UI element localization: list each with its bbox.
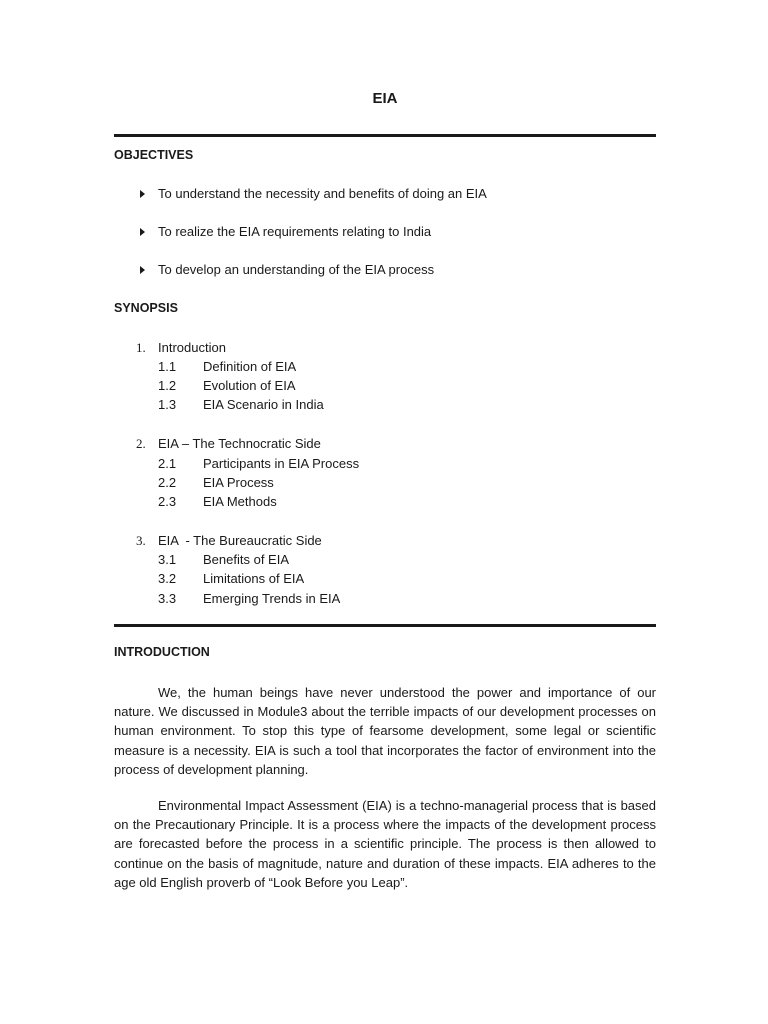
introduction-paragraph: We, the human beings have never understood the power and importance of our nature. We discussed in Module3 about the terrible impacts of our development processes on human environment. To stop this type of fearsome development, some legal or scientific measure is a necessity. EIA is such a tool that incorporates the factor of environment into the process of development planning.	[114, 685, 656, 777]
subsection-number: 3.2	[158, 571, 177, 586]
synopsis-subsection	[158, 571, 304, 586]
subsection-number: 3.1	[158, 552, 177, 567]
objectives-heading: OBJECTIVES	[114, 148, 194, 162]
synopsis-subsection	[158, 552, 289, 567]
synopsis-subsection	[158, 359, 296, 374]
horizontal-rule-middle	[114, 624, 656, 627]
synopsis-subsection	[158, 494, 277, 509]
synopsis-section	[136, 340, 226, 356]
subsection-label: Benefits of EIA	[203, 552, 289, 567]
subsection-number: 1.2	[158, 378, 177, 393]
synopsis-section	[136, 436, 321, 452]
subsection-number: 2.2	[158, 475, 177, 490]
synopsis-subsection	[158, 378, 296, 393]
bullet-arrow-icon	[140, 190, 145, 198]
objective-text: To understand the necessity and benefits of doing an EIA	[158, 186, 487, 201]
introduction-heading: INTRODUCTION	[114, 645, 210, 659]
objective-item	[140, 186, 487, 201]
synopsis-section	[136, 533, 322, 549]
synopsis-heading: SYNOPSIS	[114, 301, 178, 315]
section-label: EIA – The Technocratic Side	[158, 436, 321, 451]
synopsis-subsection	[158, 397, 324, 412]
subsection-number: 1.3	[158, 397, 177, 412]
section-number: 2.	[136, 436, 146, 451]
objective-text: To develop an understanding of the EIA process	[158, 262, 435, 277]
subsection-label: Limitations of EIA	[203, 571, 305, 586]
objective-text: To realize the EIA requirements relating to India	[158, 224, 432, 239]
synopsis-subsection	[158, 456, 359, 471]
section-number: 1.	[136, 340, 146, 355]
subsection-label: EIA Methods	[203, 494, 277, 509]
subsection-label: Definition of EIA	[203, 359, 297, 374]
subsection-label: EIA Process	[203, 475, 274, 490]
section-number: 3.	[136, 533, 146, 548]
subsection-number: 1.1	[158, 359, 177, 374]
objective-item	[140, 224, 431, 239]
subsection-number: 2.3	[158, 494, 177, 509]
page-title: EIA	[372, 90, 398, 107]
subsection-number: 3.3	[158, 591, 177, 606]
section-label: EIA - The Bureaucratic Side	[158, 533, 322, 548]
subsection-label: Evolution of EIA	[203, 378, 296, 393]
subsection-label: EIA Scenario in India	[203, 397, 324, 412]
horizontal-rule-top	[114, 134, 656, 137]
subsection-number: 2.1	[158, 456, 177, 471]
subsection-label: Emerging Trends in EIA	[203, 591, 341, 606]
introduction-paragraph: Environmental Impact Assessment (EIA) is a techno-managerial process that is based on the Precautionary Principle. It is a process where the impacts of the development process are forecasted before the process in a scientific principle. The process is then allowed to continue on the basis of magnitude, nature and duration of these impacts. EIA adheres to the age old English proverb of “Look Before you Leap”.	[114, 798, 656, 890]
bullet-arrow-icon	[140, 228, 145, 236]
bullet-arrow-icon	[140, 266, 145, 274]
section-label: Introduction	[158, 340, 226, 355]
objective-item	[140, 262, 434, 277]
synopsis-subsection	[158, 591, 340, 606]
subsection-label: Participants in EIA Process	[203, 456, 360, 471]
synopsis-subsection	[158, 475, 274, 490]
